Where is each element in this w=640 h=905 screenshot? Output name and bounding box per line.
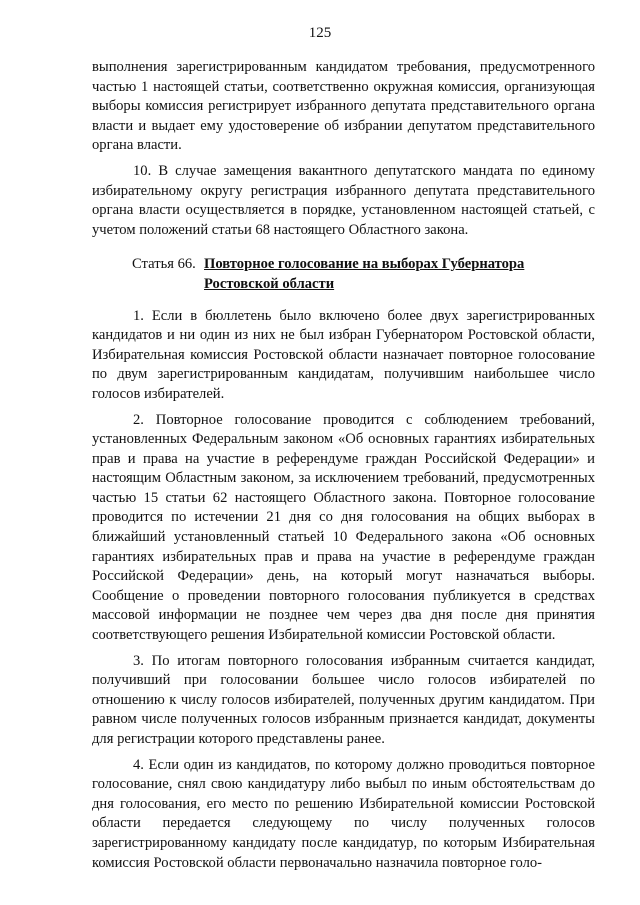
article-heading xyxy=(92,255,595,294)
paragraph-item-3: 3. По итогам повторного голосования избранным считается кандидат, получивший при голосовании большее число голосов избирателей по отношению к числу голосов избирателей, полученных другим кандидатом. При равном числе полученных голосов избранным признается кандидат, документы для регистрации которого представлены ранее. xyxy=(92,652,595,747)
paragraph-item-10: 10. В случае замещения вакантного депутатского мандата по единому избирательному округу регистрация избранного депутата представительного органа власти осуществляется в порядке, установленном настоящей статьей, с учетом положений статьи 68 настоящего Областного закона. xyxy=(92,162,595,238)
article-number: Статья 66. xyxy=(132,256,196,273)
paragraph-continuation: выполнения зарегистрированным кандидатом требования, предусмотренного частью 1 настоящей статьи, соответственно окружная комиссия, организующая выборы комиссия регистрирует избранного депутата представительного органа власти и выдает ему удостоверение об избрании депутатом представительного органа власти. xyxy=(92,59,595,154)
paragraph-item-1: 1. Если в бюллетень было включено более двух зарегистрированных кандидатов и ни один из них не был избран Губернатором Ростовской области, Избирательная комиссия Ростовской области назначает повторное голосование по двум зарегистрированным кандидатам, получившим наибольшее число голосов избирателей. xyxy=(92,307,595,402)
paragraph-item-2: 2. Повторное голосование проводится с соблюдением требований, установленных Федеральным законом «Об основных гарантиях избирательных прав и права на участие в референдуме граждан Российской Федерации» и настоящим Областным законом, за исключением требований, предусмотренных частью 15 статьи 62 настоящего Областного закона. Повторное голосование проводится по истечении 21 дня со дня голосования на общих выборах в ближайший установленный статьей 10 Федерального закона «Об основных гарантиях избирательных прав и права на участие в референдуме граждан Российской Федерации» день, на который могут назначаться выборы. Сообщение о проведении повторного голосования публикуется в средствах массовой информации не позднее чем через два дня после дня принятия соответствующего решения Избирательной комиссии Ростовской области. xyxy=(92,411,595,644)
page-number: 125 xyxy=(308,25,332,41)
document-body xyxy=(92,58,595,873)
paragraph-item-4: 4. Если один из кандидатов, по которому должно проводиться повторное голосование, снял свою кандидатуру либо выбыл по иным обстоятельствам до дня голосования, его место по решению Избирательной комиссии Ростовской области передается следующему по числу полученных голосов зарегистрированному кандидату после кандидатур, по которым Избирательная комиссия Ростовской области первоначально назначила повторное голо- xyxy=(92,756,595,871)
article-title: Повторное голосование на выборах Губернатора Ростовской области xyxy=(204,256,525,292)
